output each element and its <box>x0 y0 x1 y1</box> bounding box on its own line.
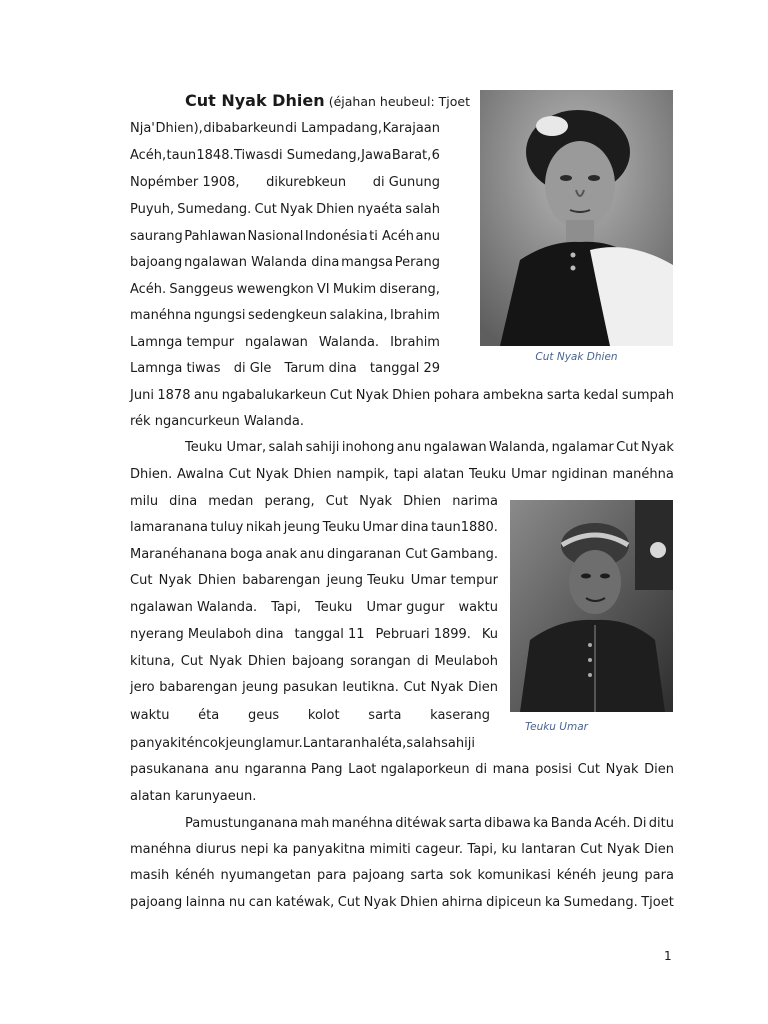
text-word: Indonésia <box>304 229 368 244</box>
p1-line <box>130 358 440 380</box>
document-title: Cut Nyak Dhien <box>185 91 325 110</box>
text-word: kedal <box>583 388 619 403</box>
text-word: boga <box>230 547 263 562</box>
text-word: Pahlawan <box>184 229 247 244</box>
text-word: Lantaran <box>302 736 361 751</box>
text-word: Dhien <box>392 388 431 403</box>
text-word: Tjoet <box>641 895 674 910</box>
p2-line <box>130 759 674 781</box>
text-word: salah <box>405 202 440 217</box>
text-word: komunikasi <box>477 868 551 883</box>
text-word: diserang, <box>379 282 440 297</box>
text-word: manéhna <box>331 816 393 831</box>
text-word: dibawa <box>484 816 531 831</box>
text-word: bajoang <box>291 654 345 669</box>
text-word: masih <box>130 868 170 883</box>
text-word: anak <box>265 547 298 562</box>
text-word: narima <box>452 494 498 509</box>
p1-line <box>130 199 440 221</box>
text-word: ahirna <box>441 895 483 910</box>
text-word: Lamnga tiwas <box>130 361 221 376</box>
text-word: jeung <box>602 868 639 883</box>
text-word: inohong <box>341 440 395 455</box>
text-word: saurang <box>130 229 183 244</box>
p2-line <box>130 624 498 646</box>
text-word: manéhna <box>612 467 674 482</box>
text-word: Nyak <box>430 680 464 695</box>
text-word: Barat, <box>391 148 432 163</box>
text-word: anu <box>396 440 422 455</box>
text-word: panyakitna <box>292 842 366 857</box>
p1-line <box>130 226 440 248</box>
p1-line <box>130 172 440 194</box>
text-word: Sumedang. <box>177 202 252 217</box>
text-word: sahiji <box>305 440 340 455</box>
text-word: bajoang <box>130 255 183 270</box>
text-word: Maranéhanana <box>130 547 228 562</box>
text-word: di Gle <box>233 361 272 376</box>
p1-line <box>130 332 440 354</box>
text-word: Acéh, <box>130 148 167 163</box>
text-word: tapi <box>393 467 419 482</box>
text-word: ngalawan <box>423 440 487 455</box>
text-word: Nyak <box>606 842 640 857</box>
text-word: nyerang Meulaboh dina <box>130 627 284 642</box>
text-word: sahiji <box>441 736 475 751</box>
text-word: Teuku <box>322 520 360 535</box>
text-word: Teuku <box>468 467 507 482</box>
text-word: ka <box>545 895 561 910</box>
text-word: sedengkeun <box>248 308 328 323</box>
text-word: nampik, <box>336 467 389 482</box>
text-word: sumpah <box>621 388 674 403</box>
text-word: Nyak <box>255 467 289 482</box>
text-word: Mukim <box>332 282 377 297</box>
text-word: cageur. <box>415 842 464 857</box>
text-word: Pebruari 1899. <box>375 627 471 642</box>
text-word: anu <box>299 547 325 562</box>
text-word: Ibrahim <box>390 308 440 323</box>
text-word: Umar gugur <box>366 600 445 615</box>
text-word: Nyak <box>605 762 639 777</box>
text-word: ngungsi <box>193 308 246 323</box>
text-word: Nyak <box>363 895 397 910</box>
text-word: anu <box>415 229 440 244</box>
text-word: sarta <box>368 708 402 723</box>
text-word: Cut <box>577 762 601 777</box>
p3-line <box>130 865 674 887</box>
p1-line <box>130 385 674 407</box>
text-word: jeung <box>225 736 262 751</box>
text-word: Banda <box>550 816 593 831</box>
p2-line <box>130 705 490 727</box>
text-word: waktu <box>458 600 498 615</box>
text-word: Cut <box>403 680 426 695</box>
text-word: dibabarkeun <box>203 121 285 136</box>
text-word: 6 <box>431 148 440 163</box>
text-word: Dhien <box>197 573 236 588</box>
text-word: medan <box>208 494 254 509</box>
text-word: Tapi, <box>467 842 498 857</box>
text-word: Acéh. <box>130 282 167 297</box>
text-word: babarengan <box>159 680 238 695</box>
text-word: Dhien), <box>155 121 203 136</box>
p2-line <box>130 517 498 539</box>
text-word: sarta <box>546 388 581 403</box>
text-word: Teuku Umar, <box>185 440 267 455</box>
text-word: Dhien <box>399 895 439 910</box>
p1-line <box>130 305 440 327</box>
text-word: éta <box>198 708 220 723</box>
text-word: perang, <box>264 494 315 509</box>
text-word: ngalawan Walanda dina <box>184 255 340 270</box>
text-word: can <box>248 895 273 910</box>
p2-line <box>130 491 498 513</box>
text-word: Dien <box>644 762 674 777</box>
page-number: 1 <box>664 949 672 963</box>
text-word: Dhien. <box>130 467 173 482</box>
p2-line <box>130 677 498 699</box>
text-word: leutikna. <box>342 680 399 695</box>
text-word: Juni <box>130 388 154 403</box>
portrait-illustration <box>480 90 673 346</box>
p1-last-line: rék ngancurkeun Walanda. <box>130 414 304 429</box>
p2-line <box>130 651 498 673</box>
text-word: sarta <box>448 816 482 831</box>
text-word: 1878 <box>157 388 191 403</box>
p2-line <box>130 733 475 755</box>
text-word: Cut <box>325 494 349 509</box>
text-word: anu <box>193 388 219 403</box>
text-word: milu <box>130 494 159 509</box>
text-word: geus <box>247 708 280 723</box>
text-word: Cut <box>337 895 361 910</box>
document-title-note: (éjahan heubeul: Tjoet <box>328 94 470 109</box>
text-word: dipiceun <box>486 895 542 910</box>
text-word: Umar tempur <box>410 573 498 588</box>
text-word: Awalna <box>177 467 224 482</box>
p1-line <box>130 145 440 167</box>
p2-line <box>130 570 498 592</box>
document-title-line <box>185 89 470 113</box>
p1-line <box>130 279 440 301</box>
text-word: salah <box>268 440 304 455</box>
text-word: ku <box>501 842 517 857</box>
text-word: Teuku <box>315 600 353 615</box>
text-word: Sanggeus <box>169 282 234 297</box>
text-word: dina <box>169 494 198 509</box>
text-word: taun <box>166 148 197 163</box>
text-word: lamur. <box>262 736 303 751</box>
p2-line <box>185 437 674 459</box>
text-word: waktu <box>130 708 170 723</box>
text-word: Gambang. <box>430 547 498 562</box>
text-word: mah <box>300 816 330 831</box>
text-word: ngalawan <box>245 335 308 350</box>
text-word: Laot ngalaporkeun <box>348 762 470 777</box>
text-word: para <box>316 868 347 883</box>
text-word: VI <box>316 282 330 297</box>
text-word: jeung <box>242 680 279 695</box>
cut-nyak-dhien-portrait <box>480 90 673 346</box>
text-word: Karajaan <box>382 121 440 136</box>
text-word: lamaranana <box>130 520 208 535</box>
text-word: éncok <box>186 736 226 751</box>
p3-line <box>185 813 674 835</box>
text-word: nu <box>228 895 246 910</box>
text-word: Walanda. <box>318 335 380 350</box>
text-word: ngabalukarkeun <box>221 388 327 403</box>
text-word: Pamustunganana <box>185 816 299 831</box>
text-word: manéhna <box>130 842 192 857</box>
figure-caption: Cut Nyak Dhien <box>535 351 618 363</box>
text-word: pasukanana <box>130 762 209 777</box>
p1-line <box>130 118 440 140</box>
text-word: ditéwak <box>395 816 447 831</box>
text-word: kolot <box>307 708 340 723</box>
text-word: ngalawan Walanda. <box>130 600 258 615</box>
text-word: nikah <box>245 520 282 535</box>
text-word: kituna, <box>130 654 175 669</box>
text-word: Nopémber 1908, <box>130 175 240 190</box>
p2-line <box>130 597 498 619</box>
text-word: ambekna <box>482 388 544 403</box>
text-word: Acéh. <box>594 816 631 831</box>
text-word: Jawa <box>361 148 392 163</box>
text-word: Nyak <box>280 202 313 217</box>
text-word: salakina, <box>329 308 388 323</box>
text-word: Umar <box>362 520 399 535</box>
text-word: tuluy <box>210 520 244 535</box>
text-word: Di <box>632 816 647 831</box>
text-word: ka <box>272 842 289 857</box>
text-word: pasukan <box>283 680 338 695</box>
text-word: kénéh <box>556 868 597 883</box>
text-word: manéhna <box>130 308 192 323</box>
text-word: kaserang <box>430 708 490 723</box>
text-word: pajoang <box>130 895 183 910</box>
text-word: mangsa <box>341 255 393 270</box>
text-word: posisi <box>535 762 573 777</box>
text-word: Dhien <box>316 202 355 217</box>
text-word: jeung <box>283 520 321 535</box>
text-word: Ibrahim <box>390 335 440 350</box>
text-word: Dhien <box>293 467 332 482</box>
text-word: Cut <box>130 573 153 588</box>
text-word: Umar <box>511 467 547 482</box>
text-word: nyumangetan <box>220 868 312 883</box>
text-word: Tapi, <box>271 600 301 615</box>
text-word: éta, <box>381 736 407 751</box>
text-word: ditu <box>648 816 674 831</box>
text-word: alatan <box>423 467 465 482</box>
text-word: babarengan <box>242 573 321 588</box>
text-word: Cut <box>254 202 277 217</box>
text-word: anu <box>214 762 239 777</box>
text-word: jeung Teuku <box>326 573 405 588</box>
text-word: sorangan <box>350 654 411 669</box>
text-word: jero <box>130 680 155 695</box>
text-word: Cut <box>180 654 204 669</box>
text-word: diurus <box>195 842 237 857</box>
text-word: ti Acéh <box>369 229 415 244</box>
text-word: ngalamar <box>551 440 614 455</box>
text-word: Puyuh, <box>130 202 175 217</box>
text-word: Cut <box>616 440 639 455</box>
text-word: Sumedang. <box>563 895 638 910</box>
text-word: tanggal 29 <box>369 361 440 376</box>
text-word: dingaranan Cut <box>327 547 428 562</box>
text-word: Nyak <box>641 440 674 455</box>
text-word: ngidinan <box>551 467 608 482</box>
text-word: pohara <box>433 388 480 403</box>
text-word: di Lampadang, <box>285 121 383 136</box>
text-word: panyakit <box>130 736 187 751</box>
text-word: sarta <box>410 868 444 883</box>
text-word: Cut <box>329 388 353 403</box>
text-word: para <box>644 868 674 883</box>
text-word: Dien <box>644 842 674 857</box>
text-word: nepi <box>240 842 269 857</box>
text-word: Dhien <box>403 494 442 509</box>
text-word: mimiti <box>369 842 411 857</box>
teuku-umar-photo <box>510 500 673 712</box>
text-word: Dien <box>468 680 498 695</box>
p1-line <box>130 252 440 274</box>
text-word: kénéh <box>175 868 215 883</box>
text-word: ka <box>533 816 549 831</box>
text-word: hal <box>361 736 381 751</box>
text-word: Ku <box>481 627 498 642</box>
p3-line <box>130 892 674 914</box>
text-word: salah <box>406 736 441 751</box>
text-word: 1848. <box>196 148 234 163</box>
text-word: nyaéta <box>357 202 403 217</box>
text-word: lantaran <box>521 842 576 857</box>
text-word: di <box>475 762 488 777</box>
text-word: Walanda, <box>489 440 550 455</box>
text-word: Perang <box>394 255 440 270</box>
figure-caption: Teuku Umar <box>525 721 588 733</box>
text-word: Nyak <box>209 654 242 669</box>
text-word: Lamnga tempur <box>130 335 235 350</box>
text-word: Nja' <box>130 121 155 136</box>
p3-line <box>130 839 674 861</box>
text-word: dina <box>400 520 429 535</box>
text-word: di <box>416 654 429 669</box>
text-word: Nasional <box>247 229 304 244</box>
text-word: Tarum dina <box>284 361 357 376</box>
text-word: lainna <box>185 895 226 910</box>
text-word: wewengkon <box>236 282 314 297</box>
p2-last-line: alatan karunyaeun. <box>130 789 257 804</box>
text-word: di Gunung <box>372 175 440 190</box>
text-word: taun1880. <box>431 520 498 535</box>
text-word: Nyak <box>359 494 393 509</box>
text-word: Nyak <box>355 388 389 403</box>
text-word: katéwak, <box>275 895 335 910</box>
text-word: Meulaboh <box>434 654 498 669</box>
text-word: di Sumedang, <box>270 148 361 163</box>
photo-illustration <box>510 500 673 712</box>
text-word: dikurebkeun <box>266 175 347 190</box>
text-word: mana <box>492 762 530 777</box>
text-word: sok <box>449 868 472 883</box>
text-word: pajoang <box>352 868 405 883</box>
p2-line <box>130 464 674 486</box>
text-word: Cut <box>228 467 252 482</box>
p2-line <box>130 544 498 566</box>
text-word: ngaranna Pang <box>244 762 343 777</box>
text-word: Dhien <box>247 654 286 669</box>
text-word: Tiwas <box>233 148 271 163</box>
text-word: Cut <box>580 842 603 857</box>
text-word: tanggal 11 <box>294 627 365 642</box>
text-word: Nyak <box>158 573 192 588</box>
